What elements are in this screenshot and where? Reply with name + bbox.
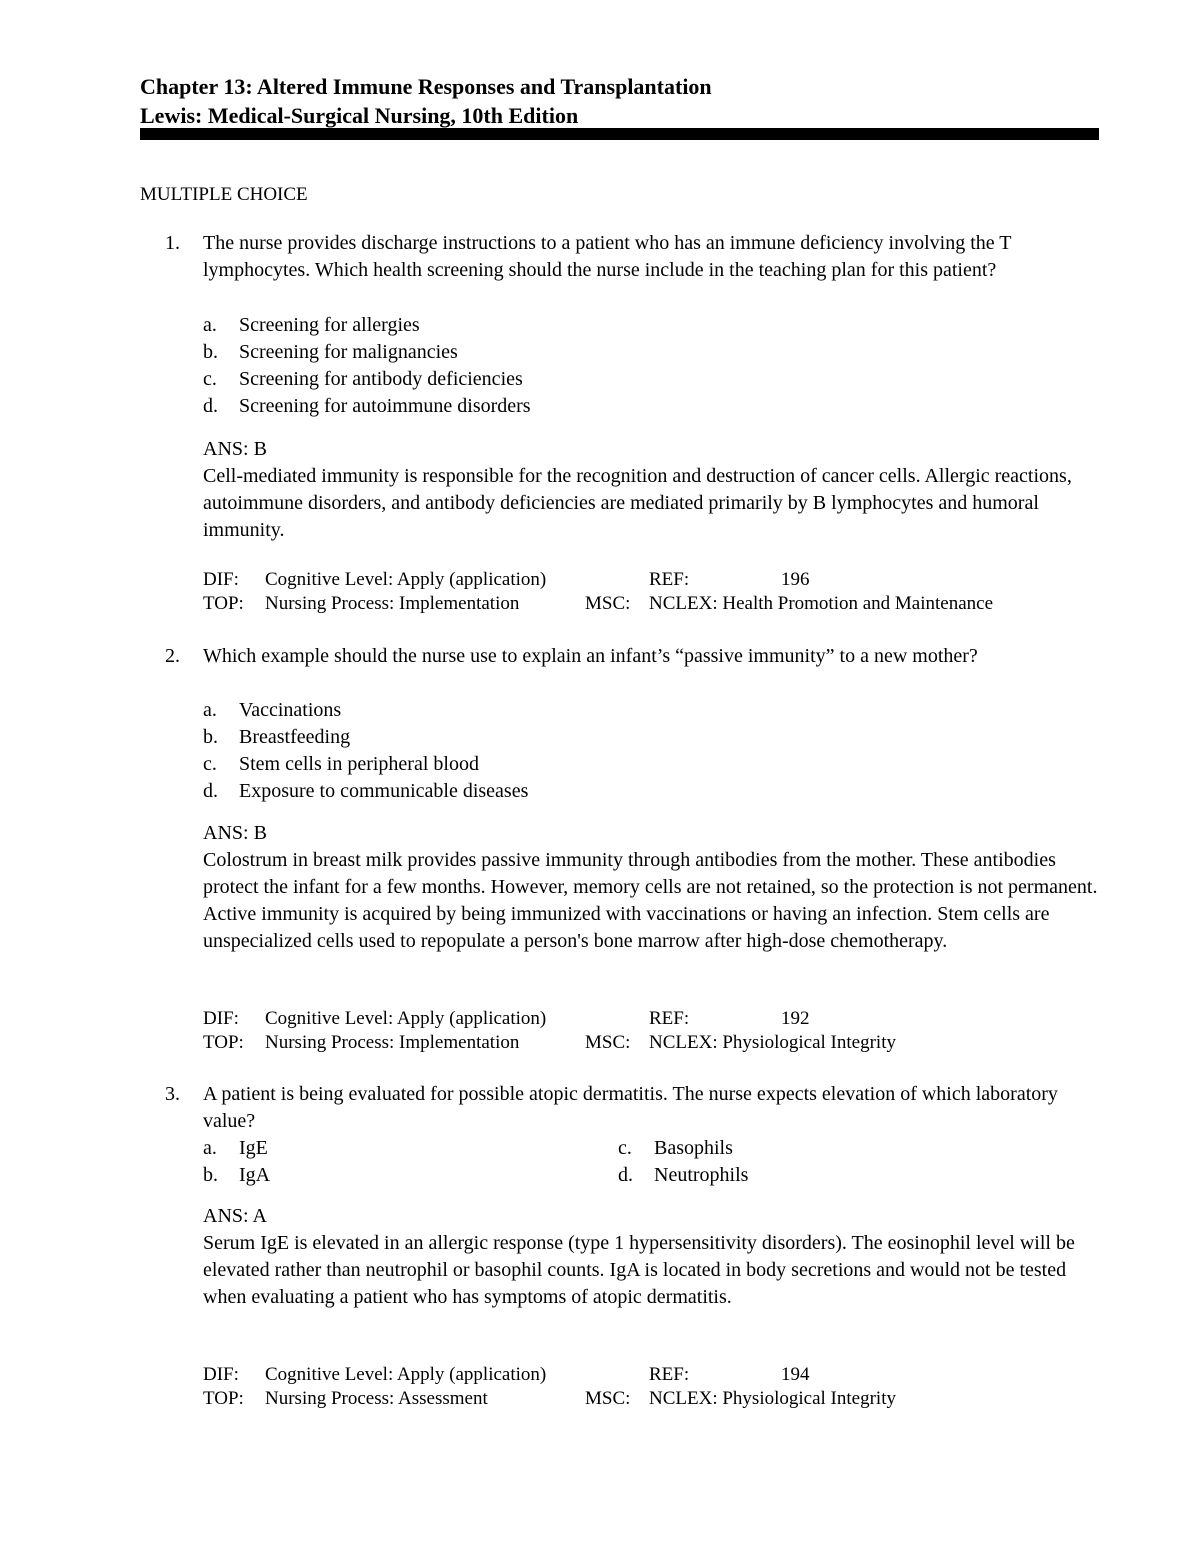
dif-value: Cognitive Level: Apply (application) — [265, 1008, 547, 1029]
option-letter: b. — [203, 341, 218, 363]
top-value: Nursing Process: Implementation — [265, 1032, 520, 1053]
dif-value: Cognitive Level: Apply (application) — [265, 1364, 547, 1385]
question-metadata — [203, 1007, 1103, 1055]
dif-label: DIF: — [203, 1364, 239, 1385]
msc-label: MSC: — [585, 1388, 631, 1409]
option-a — [203, 312, 420, 339]
rationale: Cell-mediated immunity is responsible for the recognition and destruction of cancer cells. Allergic reactions, autoimmune disorders, and antibody deficiencies are mediated primarily by B lymphocytes and humoral immunity. — [203, 465, 1072, 541]
msc-label: MSC: — [585, 593, 631, 614]
option-letter: d. — [203, 395, 218, 417]
question-stem: Which example should the nurse use to explain an infant’s “passive immunity” to a new mother? — [203, 645, 978, 667]
answer-key: ANS: B — [203, 438, 267, 460]
ref-value: 194 — [781, 1364, 810, 1385]
option-letter: c. — [203, 368, 217, 390]
option-letter: a. — [203, 314, 217, 336]
msc-value: NCLEX: Physiological Integrity — [649, 1388, 896, 1409]
section-heading: MULTIPLE CHOICE — [140, 184, 308, 205]
option-d — [203, 393, 531, 420]
ref-label: REF: — [649, 1364, 690, 1385]
option-b — [203, 724, 350, 751]
ref-label: REF: — [649, 1008, 690, 1029]
rationale: Serum IgE is elevated in an allergic response (type 1 hypersensitivity disorders). The eosinophil level will be elevated rather than neutrophil or basophil counts. IgA is located in body secretions and would not be tested when evaluating a patient who has symptoms of atopic dermatitis. — [203, 1232, 1075, 1308]
chapter-title: Chapter 13: Altered Immune Responses and Transplantation — [140, 74, 712, 99]
top-label: TOP: — [203, 1388, 244, 1409]
top-label: TOP: — [203, 1032, 244, 1053]
option-a — [203, 697, 341, 724]
option-text: Basophils — [654, 1137, 733, 1159]
option-a — [203, 1135, 268, 1162]
option-text: Vaccinations — [239, 699, 342, 721]
option-letter: a. — [203, 699, 217, 721]
question-stem: A patient is being evaluated for possible atopic dermatitis. The nurse expects elevation of which laboratory value? — [203, 1083, 1058, 1132]
option-text: Neutrophils — [654, 1164, 749, 1186]
option-letter: c. — [203, 753, 217, 775]
option-text: Screening for antibody deficiencies — [239, 368, 523, 390]
dif-label: DIF: — [203, 569, 239, 590]
msc-value: NCLEX: Physiological Integrity — [649, 1032, 896, 1053]
option-d — [618, 1162, 748, 1189]
dif-label: DIF: — [203, 1008, 239, 1029]
option-b — [203, 339, 458, 366]
question-number: 1. — [165, 232, 180, 254]
msc-value: NCLEX: Health Promotion and Maintenance — [649, 593, 994, 614]
option-letter: a. — [203, 1137, 217, 1159]
rationale: Colostrum in breast milk provides passive immunity through antibodies from the mother. These antibodies protect the infant for a few months. However, memory cells are not retained, so the protection is not permanent. Active immunity is acquired by being immunized with vaccinations or having an infection. Stem cells are unspecialized cells used to repopulate a person's bone marrow after high-dose chemotherapy. — [203, 849, 1098, 952]
option-d — [203, 778, 528, 805]
option-c — [203, 366, 523, 393]
option-text: IgE — [239, 1137, 268, 1159]
option-c — [618, 1135, 733, 1162]
option-text: IgA — [239, 1164, 271, 1186]
option-text: Screening for allergies — [239, 314, 420, 336]
option-b — [203, 1162, 270, 1189]
ref-value: 196 — [781, 569, 810, 590]
option-letter: d. — [618, 1164, 633, 1186]
option-text: Breastfeeding — [239, 726, 351, 748]
ref-label: REF: — [649, 569, 690, 590]
option-text: Screening for autoimmune disorders — [239, 395, 531, 417]
answer-key: ANS: A — [203, 1205, 267, 1227]
top-value: Nursing Process: Assessment — [265, 1388, 488, 1409]
option-letter: b. — [203, 726, 218, 748]
option-c — [203, 751, 479, 778]
question-metadata — [203, 1363, 1103, 1411]
question-stem: The nurse provides discharge instructions to a patient who has an immune deficiency involving the T lymphocytes. Which health screening should the nurse include in the teaching plan for this patient? — [203, 232, 1012, 281]
question-number: 3. — [165, 1083, 180, 1105]
book-title: Lewis: Medical-Surgical Nursing, 10th Edition — [140, 103, 579, 128]
option-text: Stem cells in peripheral blood — [239, 753, 479, 775]
option-letter: c. — [618, 1137, 632, 1159]
question-number: 2. — [165, 645, 180, 667]
option-letter: d. — [203, 780, 218, 802]
option-text: Screening for malignancies — [239, 341, 458, 363]
top-label: TOP: — [203, 593, 244, 614]
option-letter: b. — [203, 1164, 218, 1186]
option-text: Exposure to communicable diseases — [239, 780, 529, 802]
ref-value: 192 — [781, 1008, 810, 1029]
top-value: Nursing Process: Implementation — [265, 593, 520, 614]
header-rule — [140, 128, 1099, 140]
question-metadata — [203, 568, 1103, 616]
dif-value: Cognitive Level: Apply (application) — [265, 569, 547, 590]
answer-key: ANS: B — [203, 822, 267, 844]
msc-label: MSC: — [585, 1032, 631, 1053]
